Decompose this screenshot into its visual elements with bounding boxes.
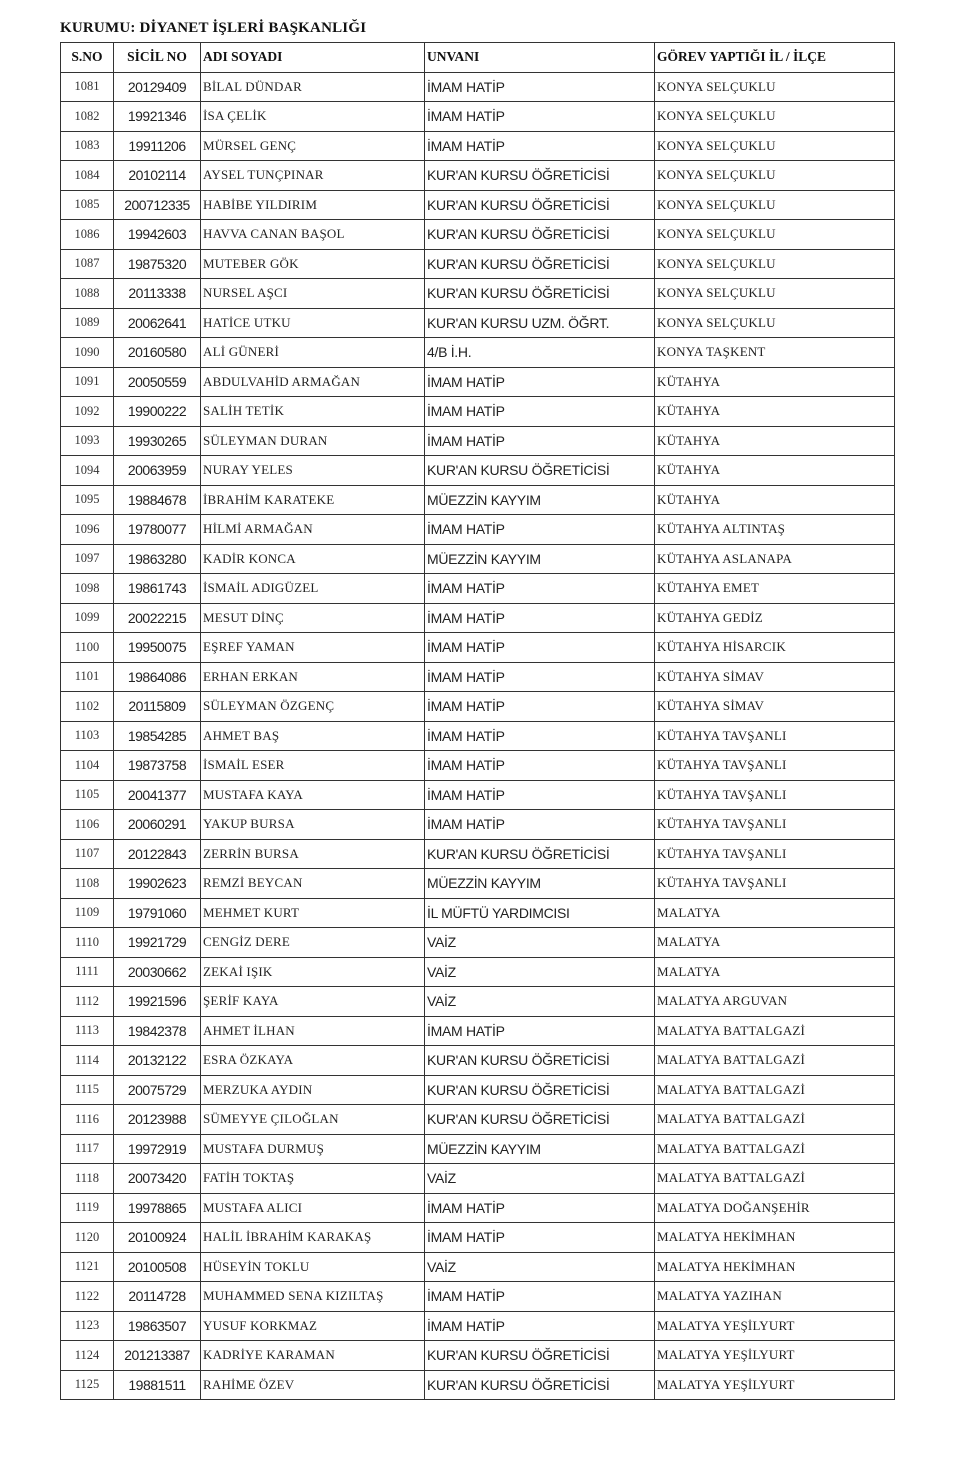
cell-place: KONYA TAŞKENT xyxy=(655,338,895,368)
cell-sno: 1086 xyxy=(61,220,114,250)
cell-title: İMAM HATİP xyxy=(425,1311,655,1341)
cell-sicil-no: 20050559 xyxy=(114,367,201,397)
cell-sno: 1085 xyxy=(61,190,114,220)
cell-sno: 1114 xyxy=(61,1046,114,1076)
cell-title: VAİZ xyxy=(425,957,655,987)
cell-sno: 1117 xyxy=(61,1134,114,1164)
cell-place: MALATYA HEKİMHAN xyxy=(655,1223,895,1253)
cell-sicil-no: 20122843 xyxy=(114,839,201,869)
cell-name: NURSEL AŞCI xyxy=(201,279,425,309)
cell-title: KUR'AN KURSU ÖĞRETİCİSİ xyxy=(425,279,655,309)
cell-name: AHMET BAŞ xyxy=(201,721,425,751)
cell-name: EŞREF YAMAN xyxy=(201,633,425,663)
cell-name: ZERRİN BURSA xyxy=(201,839,425,869)
cell-name: MESUT DİNÇ xyxy=(201,603,425,633)
cell-sicil-no: 20073420 xyxy=(114,1164,201,1194)
cell-place: KONYA SELÇUKLU xyxy=(655,279,895,309)
cell-name: İSMAİL ESER xyxy=(201,751,425,781)
column-header-place: GÖREV YAPTIĞI İL / İLÇE xyxy=(655,43,895,73)
cell-sno: 1101 xyxy=(61,662,114,692)
cell-name: ERHAN ERKAN xyxy=(201,662,425,692)
table-row xyxy=(61,1164,895,1194)
cell-name: HÜSEYİN TOKLU xyxy=(201,1252,425,1282)
cell-title: VAİZ xyxy=(425,987,655,1017)
table-row xyxy=(61,721,895,751)
table-header-row xyxy=(61,43,895,73)
cell-sicil-no: 19978865 xyxy=(114,1193,201,1223)
cell-place: KÜTAHYA xyxy=(655,485,895,515)
cell-title: İMAM HATİP xyxy=(425,662,655,692)
cell-title: MÜEZZİN KAYYIM xyxy=(425,1134,655,1164)
cell-title: İL MÜFTÜ YARDIMCISI xyxy=(425,898,655,928)
cell-title: İMAM HATİP xyxy=(425,1282,655,1312)
institution-heading: KURUMU: DİYANET İŞLERİ BAŞKANLIĞI xyxy=(60,20,367,36)
cell-name: MEHMET KURT xyxy=(201,898,425,928)
cell-place: KÜTAHYA SİMAV xyxy=(655,662,895,692)
cell-name: MERZUKA AYDIN xyxy=(201,1075,425,1105)
cell-sicil-no: 20063959 xyxy=(114,456,201,486)
cell-place: KÜTAHYA TAVŞANLI xyxy=(655,780,895,810)
cell-name: AYSEL TUNÇPINAR xyxy=(201,161,425,191)
cell-sno: 1090 xyxy=(61,338,114,368)
cell-sno: 1097 xyxy=(61,544,114,574)
cell-name: KADİR KONCA xyxy=(201,544,425,574)
cell-title: KUR'AN KURSU ÖĞRETİCİSİ xyxy=(425,1341,655,1371)
table-row xyxy=(61,1252,895,1282)
table-row xyxy=(61,987,895,1017)
cell-title: İMAM HATİP xyxy=(425,603,655,633)
cell-sno: 1105 xyxy=(61,780,114,810)
cell-name: SALİH TETİK xyxy=(201,397,425,427)
cell-place: KÜTAHYA TAVŞANLI xyxy=(655,839,895,869)
cell-place: MALATYA YEŞİLYURT xyxy=(655,1311,895,1341)
table-row xyxy=(61,1311,895,1341)
cell-sicil-no: 19863280 xyxy=(114,544,201,574)
cell-sicil-no: 19930265 xyxy=(114,426,201,456)
cell-name: HİLMİ ARMAĞAN xyxy=(201,515,425,545)
cell-sno: 1093 xyxy=(61,426,114,456)
cell-sicil-no: 19884678 xyxy=(114,485,201,515)
table-row xyxy=(61,869,895,899)
cell-sicil-no: 20132122 xyxy=(114,1046,201,1076)
cell-name: ŞERİF KAYA xyxy=(201,987,425,1017)
table-row xyxy=(61,249,895,279)
table-row xyxy=(61,692,895,722)
cell-sno: 1115 xyxy=(61,1075,114,1105)
cell-title: KUR'AN KURSU ÖĞRETİCİSİ xyxy=(425,1075,655,1105)
cell-name: YAKUP BURSA xyxy=(201,810,425,840)
cell-title: KUR'AN KURSU UZM. ÖĞRT. xyxy=(425,308,655,338)
table-row xyxy=(61,1282,895,1312)
cell-title: KUR'AN KURSU ÖĞRETİCİSİ xyxy=(425,220,655,250)
cell-title: İMAM HATİP xyxy=(425,633,655,663)
cell-name: REMZİ BEYCAN xyxy=(201,869,425,899)
cell-sicil-no: 19921596 xyxy=(114,987,201,1017)
cell-name: SÜMEYYE ÇILOĞLAN xyxy=(201,1105,425,1135)
cell-sno: 1107 xyxy=(61,839,114,869)
cell-name: CENGİZ DERE xyxy=(201,928,425,958)
cell-title: İMAM HATİP xyxy=(425,102,655,132)
cell-place: MALATYA BATTALGAZİ xyxy=(655,1075,895,1105)
cell-name: ZEKAİ IŞIK xyxy=(201,957,425,987)
table-row xyxy=(61,338,895,368)
cell-title: İMAM HATİP xyxy=(425,1016,655,1046)
cell-place: MALATYA xyxy=(655,957,895,987)
cell-sicil-no: 19911206 xyxy=(114,131,201,161)
column-header-sicil: SİCİL NO xyxy=(114,43,201,73)
table-row xyxy=(61,397,895,427)
cell-sno: 1111 xyxy=(61,957,114,987)
cell-sicil-no: 20113338 xyxy=(114,279,201,309)
table-row xyxy=(61,308,895,338)
cell-title: İMAM HATİP xyxy=(425,1223,655,1253)
table-row xyxy=(61,1134,895,1164)
cell-sicil-no: 19950075 xyxy=(114,633,201,663)
cell-name: MUSTAFA DURMUŞ xyxy=(201,1134,425,1164)
cell-title: İMAM HATİP xyxy=(425,721,655,751)
table-row xyxy=(61,367,895,397)
table-row xyxy=(61,220,895,250)
cell-title: İMAM HATİP xyxy=(425,72,655,102)
cell-name: İSA ÇELİK xyxy=(201,102,425,132)
cell-name: AHMET İLHAN xyxy=(201,1016,425,1046)
cell-sno: 1122 xyxy=(61,1282,114,1312)
cell-name: MÜRSEL GENÇ xyxy=(201,131,425,161)
cell-place: MALATYA BATTALGAZİ xyxy=(655,1016,895,1046)
table-row xyxy=(61,426,895,456)
table-row xyxy=(61,456,895,486)
cell-name: MUTEBER GÖK xyxy=(201,249,425,279)
cell-title: KUR'AN KURSU ÖĞRETİCİSİ xyxy=(425,190,655,220)
cell-sicil-no: 19921346 xyxy=(114,102,201,132)
cell-name: ALİ GÜNERİ xyxy=(201,338,425,368)
cell-sicil-no: 20160580 xyxy=(114,338,201,368)
cell-title: İMAM HATİP xyxy=(425,751,655,781)
cell-sno: 1102 xyxy=(61,692,114,722)
cell-place: MALATYA YEŞİLYURT xyxy=(655,1370,895,1400)
cell-title: MÜEZZİN KAYYIM xyxy=(425,544,655,574)
cell-sicil-no: 19791060 xyxy=(114,898,201,928)
cell-sicil-no: 20100508 xyxy=(114,1252,201,1282)
cell-name: HATİCE UTKU xyxy=(201,308,425,338)
cell-place: MALATYA BATTALGAZİ xyxy=(655,1105,895,1135)
cell-sno: 1104 xyxy=(61,751,114,781)
cell-sicil-no: 19873758 xyxy=(114,751,201,781)
cell-sno: 1109 xyxy=(61,898,114,928)
table-row xyxy=(61,751,895,781)
column-header-name: ADI SOYADI xyxy=(201,43,425,73)
cell-sno: 1091 xyxy=(61,367,114,397)
cell-title: VAİZ xyxy=(425,928,655,958)
cell-place: MALATYA DOĞANŞEHİR xyxy=(655,1193,895,1223)
cell-title: VAİZ xyxy=(425,1252,655,1282)
cell-place: MALATYA YEŞİLYURT xyxy=(655,1341,895,1371)
cell-title: KUR'AN KURSU ÖĞRETİCİSİ xyxy=(425,1105,655,1135)
cell-sno: 1125 xyxy=(61,1370,114,1400)
cell-title: İMAM HATİP xyxy=(425,131,655,161)
cell-sicil-no: 19900222 xyxy=(114,397,201,427)
cell-sicil-no: 19972919 xyxy=(114,1134,201,1164)
cell-place: KÜTAHYA HİSARCIK xyxy=(655,633,895,663)
cell-sno: 1089 xyxy=(61,308,114,338)
cell-place: KÜTAHYA xyxy=(655,426,895,456)
cell-title: İMAM HATİP xyxy=(425,780,655,810)
table-row xyxy=(61,1193,895,1223)
cell-title: İMAM HATİP xyxy=(425,426,655,456)
cell-title: KUR'AN KURSU ÖĞRETİCİSİ xyxy=(425,839,655,869)
cell-name: RAHİME ÖZEV xyxy=(201,1370,425,1400)
cell-sicil-no: 19875320 xyxy=(114,249,201,279)
cell-name: MUHAMMED SENA KIZILTAŞ xyxy=(201,1282,425,1312)
table-row xyxy=(61,603,895,633)
cell-sno: 1094 xyxy=(61,456,114,486)
cell-title: İMAM HATİP xyxy=(425,810,655,840)
cell-place: KONYA SELÇUKLU xyxy=(655,72,895,102)
cell-title: İMAM HATİP xyxy=(425,1193,655,1223)
cell-name: İSMAİL ADIGÜZEL xyxy=(201,574,425,604)
column-header-sno: S.NO xyxy=(61,43,114,73)
cell-sicil-no: 20022215 xyxy=(114,603,201,633)
cell-title: VAİZ xyxy=(425,1164,655,1194)
table-row xyxy=(61,780,895,810)
cell-sicil-no: 19854285 xyxy=(114,721,201,751)
cell-sicil-no: 20123988 xyxy=(114,1105,201,1135)
cell-place: KONYA SELÇUKLU xyxy=(655,161,895,191)
cell-sicil-no: 20075729 xyxy=(114,1075,201,1105)
cell-sicil-no: 20060291 xyxy=(114,810,201,840)
cell-name: SÜLEYMAN ÖZGENÇ xyxy=(201,692,425,722)
cell-sno: 1103 xyxy=(61,721,114,751)
cell-name: NURAY YELES xyxy=(201,456,425,486)
cell-sno: 1084 xyxy=(61,161,114,191)
cell-name: MUSTAFA KAYA xyxy=(201,780,425,810)
cell-place: KÜTAHYA xyxy=(655,456,895,486)
cell-name: FATİH TOKTAŞ xyxy=(201,1164,425,1194)
cell-sicil-no: 19864086 xyxy=(114,662,201,692)
cell-name: HAVVA CANAN BAŞOL xyxy=(201,220,425,250)
cell-name: ESRA ÖZKAYA xyxy=(201,1046,425,1076)
cell-place: KONYA SELÇUKLU xyxy=(655,131,895,161)
cell-place: KÜTAHYA TAVŞANLI xyxy=(655,751,895,781)
cell-sno: 1108 xyxy=(61,869,114,899)
cell-place: KÜTAHYA TAVŞANLI xyxy=(655,810,895,840)
table-row xyxy=(61,72,895,102)
table-row xyxy=(61,574,895,604)
cell-sno: 1082 xyxy=(61,102,114,132)
cell-sno: 1095 xyxy=(61,485,114,515)
cell-sicil-no: 19921729 xyxy=(114,928,201,958)
cell-title: MÜEZZİN KAYYIM xyxy=(425,869,655,899)
table-row xyxy=(61,131,895,161)
cell-sicil-no: 20062641 xyxy=(114,308,201,338)
cell-name: MUSTAFA ALICI xyxy=(201,1193,425,1223)
cell-sno: 1088 xyxy=(61,279,114,309)
cell-place: KONYA SELÇUKLU xyxy=(655,249,895,279)
cell-place: KÜTAHYA ASLANAPA xyxy=(655,544,895,574)
table-row xyxy=(61,102,895,132)
cell-title: 4/B İ.H. xyxy=(425,338,655,368)
cell-sicil-no: 20030662 xyxy=(114,957,201,987)
cell-sno: 1116 xyxy=(61,1105,114,1135)
cell-place: KONYA SELÇUKLU xyxy=(655,102,895,132)
table-row xyxy=(61,1223,895,1253)
cell-sicil-no: 20129409 xyxy=(114,72,201,102)
cell-sicil-no: 19942603 xyxy=(114,220,201,250)
cell-sno: 1121 xyxy=(61,1252,114,1282)
cell-title: KUR'AN KURSU ÖĞRETİCİSİ xyxy=(425,1370,655,1400)
table-row xyxy=(61,1370,895,1400)
cell-place: KONYA SELÇUKLU xyxy=(655,308,895,338)
cell-title: MÜEZZİN KAYYIM xyxy=(425,485,655,515)
cell-sicil-no: 20041377 xyxy=(114,780,201,810)
table-row xyxy=(61,485,895,515)
table-row xyxy=(61,544,895,574)
table-row xyxy=(61,662,895,692)
cell-place: MALATYA xyxy=(655,898,895,928)
cell-title: KUR'AN KURSU ÖĞRETİCİSİ xyxy=(425,1046,655,1076)
table-row xyxy=(61,1016,895,1046)
cell-place: KÜTAHYA xyxy=(655,367,895,397)
cell-sicil-no: 19842378 xyxy=(114,1016,201,1046)
cell-title: İMAM HATİP xyxy=(425,367,655,397)
cell-sicil-no: 20102114 xyxy=(114,161,201,191)
cell-sno: 1120 xyxy=(61,1223,114,1253)
cell-name: ABDULVAHİD ARMAĞAN xyxy=(201,367,425,397)
cell-name: KADRİYE KARAMAN xyxy=(201,1341,425,1371)
table-row xyxy=(61,633,895,663)
cell-name: HABİBE YILDIRIM xyxy=(201,190,425,220)
table-row xyxy=(61,928,895,958)
cell-place: KONYA SELÇUKLU xyxy=(655,220,895,250)
cell-sno: 1099 xyxy=(61,603,114,633)
cell-sno: 1119 xyxy=(61,1193,114,1223)
cell-place: MALATYA BATTALGAZİ xyxy=(655,1134,895,1164)
table-row xyxy=(61,810,895,840)
table-body xyxy=(61,72,895,1400)
table-row xyxy=(61,1046,895,1076)
cell-title: İMAM HATİP xyxy=(425,515,655,545)
cell-sicil-no: 19881511 xyxy=(114,1370,201,1400)
cell-place: MALATYA HEKİMHAN xyxy=(655,1252,895,1282)
cell-place: KÜTAHYA xyxy=(655,397,895,427)
cell-place: MALATYA xyxy=(655,928,895,958)
cell-place: KÜTAHYA EMET xyxy=(655,574,895,604)
cell-sicil-no: 201213387 xyxy=(114,1341,201,1371)
cell-sno: 1113 xyxy=(61,1016,114,1046)
table-row xyxy=(61,279,895,309)
cell-place: MALATYA BATTALGAZİ xyxy=(655,1046,895,1076)
cell-sicil-no: 200712335 xyxy=(114,190,201,220)
cell-place: KÜTAHYA SİMAV xyxy=(655,692,895,722)
cell-sicil-no: 19861743 xyxy=(114,574,201,604)
table-row xyxy=(61,161,895,191)
personnel-table xyxy=(60,42,895,1400)
table-row xyxy=(61,1075,895,1105)
cell-title: KUR'AN KURSU ÖĞRETİCİSİ xyxy=(425,456,655,486)
table-row xyxy=(61,839,895,869)
cell-title: KUR'AN KURSU ÖĞRETİCİSİ xyxy=(425,249,655,279)
cell-title: KUR'AN KURSU ÖĞRETİCİSİ xyxy=(425,161,655,191)
cell-sno: 1106 xyxy=(61,810,114,840)
cell-sicil-no: 19863507 xyxy=(114,1311,201,1341)
cell-sno: 1112 xyxy=(61,987,114,1017)
cell-sno: 1118 xyxy=(61,1164,114,1194)
column-header-title: UNVANI xyxy=(425,43,655,73)
cell-sno: 1124 xyxy=(61,1341,114,1371)
cell-place: KÜTAHYA GEDİZ xyxy=(655,603,895,633)
cell-sno: 1092 xyxy=(61,397,114,427)
table-row xyxy=(61,515,895,545)
cell-sicil-no: 19780077 xyxy=(114,515,201,545)
cell-place: KONYA SELÇUKLU xyxy=(655,190,895,220)
table-row xyxy=(61,957,895,987)
cell-sicil-no: 20100924 xyxy=(114,1223,201,1253)
table-row xyxy=(61,1341,895,1371)
cell-sno: 1083 xyxy=(61,131,114,161)
cell-place: MALATYA BATTALGAZİ xyxy=(655,1164,895,1194)
cell-name: YUSUF KORKMAZ xyxy=(201,1311,425,1341)
table-row xyxy=(61,1105,895,1135)
cell-place: MALATYA ARGUVAN xyxy=(655,987,895,1017)
cell-name: İBRAHİM KARATEKE xyxy=(201,485,425,515)
table-row xyxy=(61,898,895,928)
cell-place: KÜTAHYA TAVŞANLI xyxy=(655,869,895,899)
cell-sno: 1087 xyxy=(61,249,114,279)
cell-title: İMAM HATİP xyxy=(425,574,655,604)
cell-title: İMAM HATİP xyxy=(425,692,655,722)
cell-sno: 1100 xyxy=(61,633,114,663)
cell-sno: 1110 xyxy=(61,928,114,958)
cell-title: İMAM HATİP xyxy=(425,397,655,427)
cell-sicil-no: 20114728 xyxy=(114,1282,201,1312)
cell-sno: 1081 xyxy=(61,72,114,102)
table-row xyxy=(61,190,895,220)
cell-sno: 1096 xyxy=(61,515,114,545)
cell-name: BİLAL DÜNDAR xyxy=(201,72,425,102)
cell-place: MALATYA YAZIHAN xyxy=(655,1282,895,1312)
cell-name: HALİL İBRAHİM KARAKAŞ xyxy=(201,1223,425,1253)
cell-sno: 1098 xyxy=(61,574,114,604)
cell-sicil-no: 19902623 xyxy=(114,869,201,899)
cell-name: SÜLEYMAN DURAN xyxy=(201,426,425,456)
cell-place: KÜTAHYA ALTINTAŞ xyxy=(655,515,895,545)
cell-sicil-no: 20115809 xyxy=(114,692,201,722)
cell-place: KÜTAHYA TAVŞANLI xyxy=(655,721,895,751)
cell-sno: 1123 xyxy=(61,1311,114,1341)
